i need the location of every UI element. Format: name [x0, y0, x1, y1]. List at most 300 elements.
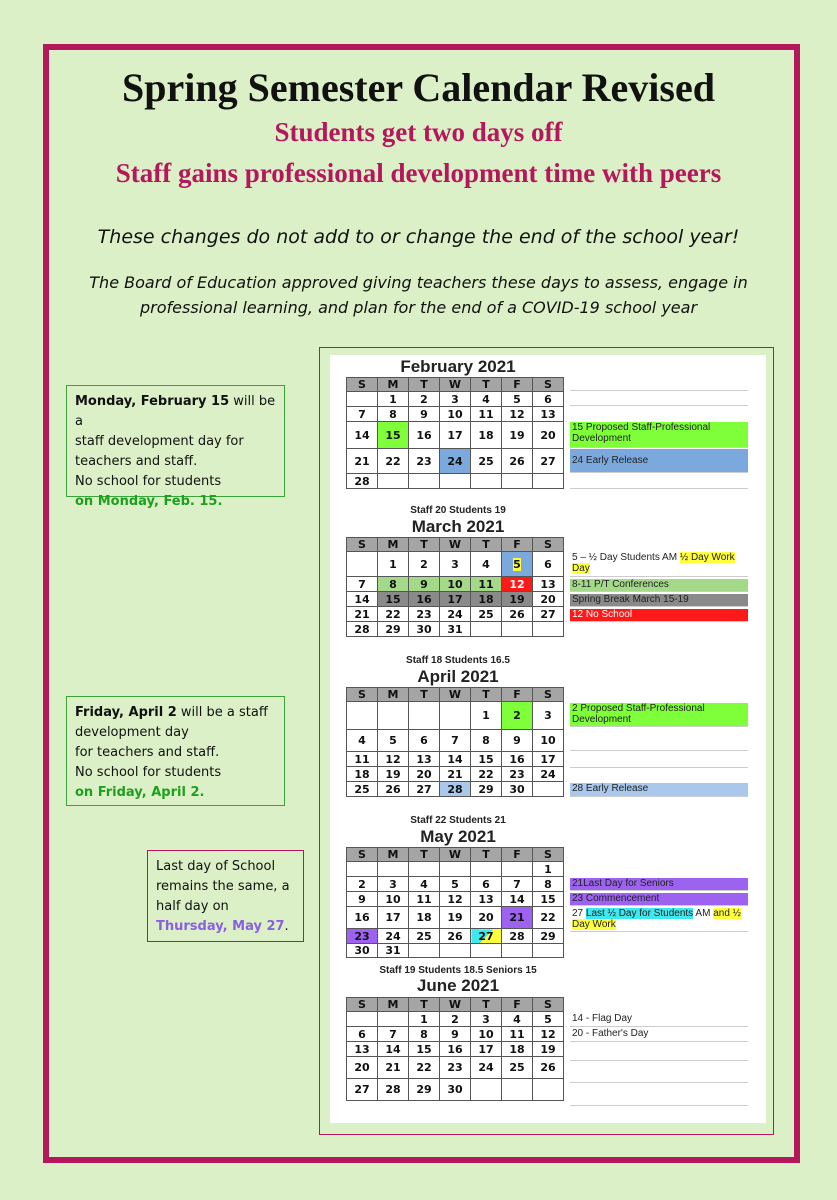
day-cell: 20: [533, 422, 564, 449]
week-row: [347, 449, 564, 474]
day-cell: 26: [440, 929, 471, 944]
day-cell: [378, 702, 409, 730]
calendar-grid-march: [346, 537, 564, 637]
day-cell: 13: [533, 577, 564, 592]
day-cell: 9: [409, 577, 440, 592]
day-cell: [471, 622, 502, 637]
weekday-header: T: [471, 378, 502, 392]
callout-text: will be a: [75, 394, 276, 429]
note-feb-24: 24 Early Release: [570, 449, 748, 473]
callout-text: Last day of School: [156, 859, 276, 874]
week-row: [347, 422, 564, 449]
day-cell: [409, 944, 440, 958]
day-cell: 16: [502, 752, 533, 767]
calendar-grid-may: [346, 847, 564, 958]
month-title-june: June 2021: [416, 976, 500, 995]
note-highlight: ½ Day Work Day: [572, 552, 735, 574]
week-row: [347, 767, 564, 782]
callout-text: for teachers and staff.: [75, 745, 220, 760]
day-cell: 27: [533, 607, 564, 622]
day-cell: 15: [378, 592, 409, 607]
weekday-header: T: [409, 538, 440, 552]
weekday-header: S: [347, 848, 378, 862]
callout-highlight: Thursday, May 27: [156, 919, 285, 934]
day-cell: 6: [533, 552, 564, 577]
day-cell: 11: [347, 752, 378, 767]
day-cell: 11: [471, 577, 502, 592]
day-cell: 23: [440, 1057, 471, 1079]
weekday-header: F: [502, 848, 533, 862]
day-cell: 10: [378, 892, 409, 907]
day-cell: 1: [409, 1012, 440, 1027]
weekday-header: T: [409, 998, 440, 1012]
day-cell: 8: [533, 877, 564, 892]
day-cell: [502, 622, 533, 637]
day-cell: 9: [347, 892, 378, 907]
day-cell: 4: [409, 877, 440, 892]
day-cell: [533, 474, 564, 489]
day-cell: 21: [378, 1057, 409, 1079]
day-cell: 16: [409, 592, 440, 607]
week-row: [347, 552, 564, 577]
note-mar-conferences: 8-11 P/T Conferences: [570, 579, 748, 592]
page-title: Spring Semester Calendar Revised: [122, 65, 715, 110]
weekday-header: M: [378, 688, 409, 702]
weekday-header-row: [347, 688, 564, 702]
day-cell: 17: [440, 422, 471, 449]
day-cell: 5: [502, 392, 533, 407]
weekday-header: S: [347, 998, 378, 1012]
note-text: 27: [572, 908, 586, 919]
day-cell: 23: [347, 929, 378, 944]
day-cell: 24: [471, 1057, 502, 1079]
week-row: [347, 877, 564, 892]
calendar-grid-june: [346, 997, 564, 1101]
day-cell: 22: [533, 907, 564, 929]
day-cell: 30: [347, 944, 378, 958]
notice-text: These changes do not add to or change the end of the school year!: [97, 226, 740, 248]
day-cell: 14: [440, 752, 471, 767]
last-day-callout: [147, 850, 304, 942]
weekday-header: T: [409, 848, 440, 862]
weekday-header: W: [440, 378, 471, 392]
feb15-callout: [66, 385, 285, 509]
day-cell: 16: [347, 907, 378, 929]
day-cell: 27: [347, 1079, 378, 1101]
day-cell: 13: [409, 752, 440, 767]
week-row: [347, 1027, 564, 1042]
day-cell: 11: [471, 407, 502, 422]
week-row: [347, 1012, 564, 1027]
day-cell: 2: [440, 1012, 471, 1027]
day-cell: 12: [533, 1027, 564, 1042]
weekday-header: F: [502, 688, 533, 702]
day-cell: 7: [378, 1027, 409, 1042]
week-row: [347, 907, 564, 929]
note-apr-2: 2 Proposed Staff-Professional Development: [570, 703, 748, 727]
weekday-header: F: [502, 538, 533, 552]
day-cell: 20: [347, 1057, 378, 1079]
note-mar-12: 12 No School: [570, 609, 748, 622]
day-cell: 26: [533, 1057, 564, 1079]
weekday-header: T: [471, 538, 502, 552]
month-title-march: March 2021: [411, 517, 505, 536]
day-cell: [378, 862, 409, 877]
weekday-header: S: [533, 378, 564, 392]
day-cell: 11: [502, 1027, 533, 1042]
day-cell: 24: [440, 449, 471, 474]
day-cell: 27: [471, 929, 502, 944]
apr2-callout: [66, 696, 285, 806]
day-cell: 15: [409, 1042, 440, 1057]
day-cell: 23: [502, 767, 533, 782]
day-cell: 8: [378, 577, 409, 592]
day-cell: 17: [471, 1042, 502, 1057]
day-cell: 1: [533, 862, 564, 877]
weekday-header: W: [440, 848, 471, 862]
day-cell: 21: [502, 907, 533, 929]
day-cell: 13: [533, 407, 564, 422]
week-row: [347, 1057, 564, 1079]
week-row: [347, 392, 564, 407]
day-cell: [347, 862, 378, 877]
staff-count-april: Staff 22 Students 21: [410, 815, 506, 826]
note-may-27: [570, 908, 748, 932]
week-row: [347, 944, 564, 958]
day-cell: 19: [502, 592, 533, 607]
day-cell: 26: [378, 782, 409, 797]
day-cell: 29: [409, 1079, 440, 1101]
day-cell: 12: [502, 407, 533, 422]
day-cell: 18: [471, 592, 502, 607]
day-cell: 18: [471, 422, 502, 449]
weekday-header: M: [378, 998, 409, 1012]
callout-text: No school for students: [75, 474, 222, 489]
subtitle-students: Students get two days off: [274, 117, 563, 147]
note-text: 5 – ½ Day Students AM: [572, 552, 680, 563]
rule: [570, 390, 748, 391]
day-cell: [471, 862, 502, 877]
week-row: [347, 1079, 564, 1101]
day-cell: 25: [502, 1057, 533, 1079]
rule: [570, 767, 748, 768]
note-feb-15: 15 Proposed Staff-Professional Development: [570, 422, 748, 448]
day-cell: 2: [347, 877, 378, 892]
staff-count-march: Staff 18 Students 16.5: [406, 655, 510, 666]
weekday-header: S: [533, 998, 564, 1012]
callout-text: No school for students: [75, 765, 222, 780]
weekday-header: T: [471, 998, 502, 1012]
day-cell: 4: [502, 1012, 533, 1027]
day-cell: 27: [409, 782, 440, 797]
day-cell: 4: [347, 730, 378, 752]
callout-text: teachers and staff.: [75, 454, 198, 469]
note-highlight: Last ½ Day for Students: [585, 908, 694, 919]
note-jun-14: 14 - Flag Day: [570, 1013, 748, 1027]
subtitle-staff: Staff gains professional development time with peers: [115, 158, 722, 188]
day-cell: 18: [502, 1042, 533, 1057]
rule: [570, 1105, 748, 1106]
month-title-april: April 2021: [417, 667, 499, 686]
weekday-header: M: [378, 378, 409, 392]
week-row: [347, 892, 564, 907]
day-cell: 3: [471, 1012, 502, 1027]
day-cell: 1: [378, 552, 409, 577]
note-mar-spring-break: Spring Break March 15-19: [570, 594, 748, 607]
day-cell: 19: [378, 767, 409, 782]
week-row: [347, 782, 564, 797]
staff-count-february: Staff 20 Students 19: [410, 505, 506, 516]
day-cell: 9: [502, 730, 533, 752]
day-cell: 25: [409, 929, 440, 944]
day-cell: 22: [378, 449, 409, 474]
day-cell: 25: [471, 449, 502, 474]
callout-date: Monday, February 15: [75, 394, 230, 409]
day-cell: 8: [471, 730, 502, 752]
day-cell: 2: [409, 392, 440, 407]
day-cell: 15: [533, 892, 564, 907]
weekday-header-row: [347, 998, 564, 1012]
day-cell: 22: [378, 607, 409, 622]
day-cell: [533, 782, 564, 797]
week-row: [347, 752, 564, 767]
day-cell: 21: [347, 607, 378, 622]
day-cell: [347, 702, 378, 730]
day-cell: 20: [533, 592, 564, 607]
day-cell: [440, 944, 471, 958]
day-cell: 9: [409, 407, 440, 422]
weekday-header: S: [533, 848, 564, 862]
day-cell: [440, 474, 471, 489]
week-row: [347, 577, 564, 592]
board-text: [50, 270, 787, 320]
weekday-header: T: [409, 688, 440, 702]
day-cell: 21: [347, 449, 378, 474]
day-cell: 1: [471, 702, 502, 730]
day-cell: 26: [502, 607, 533, 622]
day-cell: 14: [347, 422, 378, 449]
weekday-header: T: [471, 848, 502, 862]
day-cell: 10: [533, 730, 564, 752]
day-cell: 29: [471, 782, 502, 797]
note-apr-28: 28 Early Release: [570, 783, 748, 797]
day-cell: 9: [440, 1027, 471, 1042]
day-cell: 7: [347, 407, 378, 422]
weekday-header: S: [347, 378, 378, 392]
weekday-header-row: [347, 538, 564, 552]
day-cell: 7: [502, 877, 533, 892]
weekday-header: W: [440, 538, 471, 552]
rule: [570, 405, 748, 406]
day-cell: 17: [440, 592, 471, 607]
day-cell: 13: [471, 892, 502, 907]
week-row: [347, 622, 564, 637]
day-cell: 18: [347, 767, 378, 782]
day-cell: [440, 862, 471, 877]
day-cell: 15: [378, 422, 409, 449]
day-cell: 10: [440, 577, 471, 592]
day-cell: 22: [409, 1057, 440, 1079]
day-cell: 28: [347, 622, 378, 637]
day-cell: 13: [347, 1042, 378, 1057]
day-cell: 30: [440, 1079, 471, 1101]
day-cell: 12: [440, 892, 471, 907]
day-cell: [502, 474, 533, 489]
day-cell: 20: [471, 907, 502, 929]
note-jun-20: 20 - Father's Day: [570, 1028, 748, 1042]
day-cell: 5: [533, 1012, 564, 1027]
day-cell: 29: [533, 929, 564, 944]
day-cell: 6: [409, 730, 440, 752]
board-line-2: professional learning, and plan for the end of a COVID-19 school year: [139, 298, 698, 317]
day-cell: 3: [440, 552, 471, 577]
day-cell: [347, 392, 378, 407]
rule: [570, 1082, 748, 1083]
week-row: [347, 929, 564, 944]
day-cell: 12: [378, 752, 409, 767]
day-cell: 17: [533, 752, 564, 767]
day-cell: 5: [378, 730, 409, 752]
day-mark: 5: [513, 557, 521, 571]
day-cell: 1: [378, 392, 409, 407]
day-cell: 25: [471, 607, 502, 622]
callout-highlight: on Monday, Feb. 15.: [75, 494, 223, 509]
day-cell: 30: [409, 622, 440, 637]
day-cell: 14: [378, 1042, 409, 1057]
weekday-header: F: [502, 998, 533, 1012]
day-cell: 22: [471, 767, 502, 782]
note-mar-5: [570, 552, 748, 577]
day-cell: 17: [378, 907, 409, 929]
day-cell: [378, 1012, 409, 1027]
callout-text: half day on: [156, 899, 229, 914]
day-cell: 19: [502, 422, 533, 449]
week-row: [347, 730, 564, 752]
callout-text: remains the same, a: [156, 879, 290, 894]
note-may-21: 21Last Day for Seniors: [570, 878, 748, 891]
day-cell: [409, 702, 440, 730]
weekday-header: T: [471, 688, 502, 702]
day-cell: 3: [440, 392, 471, 407]
day-cell: 19: [440, 907, 471, 929]
day-cell: 16: [440, 1042, 471, 1057]
day-cell: 30: [502, 782, 533, 797]
day-cell: 3: [533, 702, 564, 730]
day-cell: 4: [471, 552, 502, 577]
weekday-header-row: [347, 848, 564, 862]
day-cell: [378, 474, 409, 489]
day-cell: 14: [502, 892, 533, 907]
day-cell: 5: [440, 877, 471, 892]
weekday-header-row: [347, 378, 564, 392]
day-cell: 8: [378, 407, 409, 422]
day-cell: 10: [440, 407, 471, 422]
day-cell: 15: [471, 752, 502, 767]
weekday-header: S: [347, 538, 378, 552]
day-cell: 23: [409, 449, 440, 474]
day-cell: [502, 862, 533, 877]
day-cell: 24: [533, 767, 564, 782]
day-cell: 3: [378, 877, 409, 892]
note-may-23: 23 Commencement: [570, 893, 748, 906]
day-cell: 14: [347, 592, 378, 607]
callout-text: will be a staff: [176, 705, 268, 720]
day-cell: 10: [471, 1027, 502, 1042]
day-cell: 29: [378, 622, 409, 637]
day-cell: 6: [471, 877, 502, 892]
callout-text: development day: [75, 725, 189, 740]
day-cell: 7: [440, 730, 471, 752]
week-row: [347, 407, 564, 422]
weekday-header: T: [409, 378, 440, 392]
day-cell: 28: [347, 474, 378, 489]
weekday-header: S: [347, 688, 378, 702]
weekday-header: F: [502, 378, 533, 392]
day-cell: [440, 702, 471, 730]
day-cell: 6: [347, 1027, 378, 1042]
day-cell: 18: [409, 907, 440, 929]
day-cell: 24: [440, 607, 471, 622]
rule: [570, 750, 748, 751]
calendar-grid-april: [346, 687, 564, 797]
weekday-header: M: [378, 538, 409, 552]
callout-text: .: [284, 919, 289, 934]
note-text: AM: [693, 908, 714, 919]
day-cell: [409, 474, 440, 489]
day-cell: 2: [502, 702, 533, 730]
day-cell: 31: [378, 944, 409, 958]
day-cell: 20: [409, 767, 440, 782]
staff-count-may: Staff 19 Students 18.5 Seniors 15: [379, 965, 537, 976]
month-title-may: May 2021: [420, 827, 496, 846]
day-cell: 28: [440, 782, 471, 797]
week-row: [347, 592, 564, 607]
day-cell: 25: [347, 782, 378, 797]
callout-text: staff development day for: [75, 434, 244, 449]
rule: [570, 488, 748, 489]
day-cell: [471, 474, 502, 489]
weekday-header: W: [440, 998, 471, 1012]
day-cell: 8: [409, 1027, 440, 1042]
week-row: [347, 862, 564, 877]
day-cell: 28: [378, 1079, 409, 1101]
day-cell: [533, 1079, 564, 1101]
day-cell: 7: [347, 577, 378, 592]
day-cell: 27: [533, 449, 564, 474]
month-title-february: February 2021: [400, 357, 516, 376]
note-highlight: and ½ Day Work: [572, 908, 742, 930]
week-row: [347, 702, 564, 730]
callout-highlight: on Friday, April 2.: [75, 785, 205, 800]
day-cell: 6: [533, 392, 564, 407]
day-cell: [347, 552, 378, 577]
day-cell: 11: [409, 892, 440, 907]
day-cell: [409, 862, 440, 877]
weekday-header: S: [533, 538, 564, 552]
calendar-grid-february: [346, 377, 564, 489]
weekday-header: S: [533, 688, 564, 702]
callout-date: Friday, April 2: [75, 705, 177, 720]
rule: [570, 1060, 748, 1061]
weekday-header: M: [378, 848, 409, 862]
day-cell: 31: [440, 622, 471, 637]
week-row: [347, 607, 564, 622]
day-cell: 26: [502, 449, 533, 474]
day-cell: [533, 944, 564, 958]
week-row: [347, 474, 564, 489]
day-cell: 4: [471, 392, 502, 407]
day-cell: 16: [409, 422, 440, 449]
